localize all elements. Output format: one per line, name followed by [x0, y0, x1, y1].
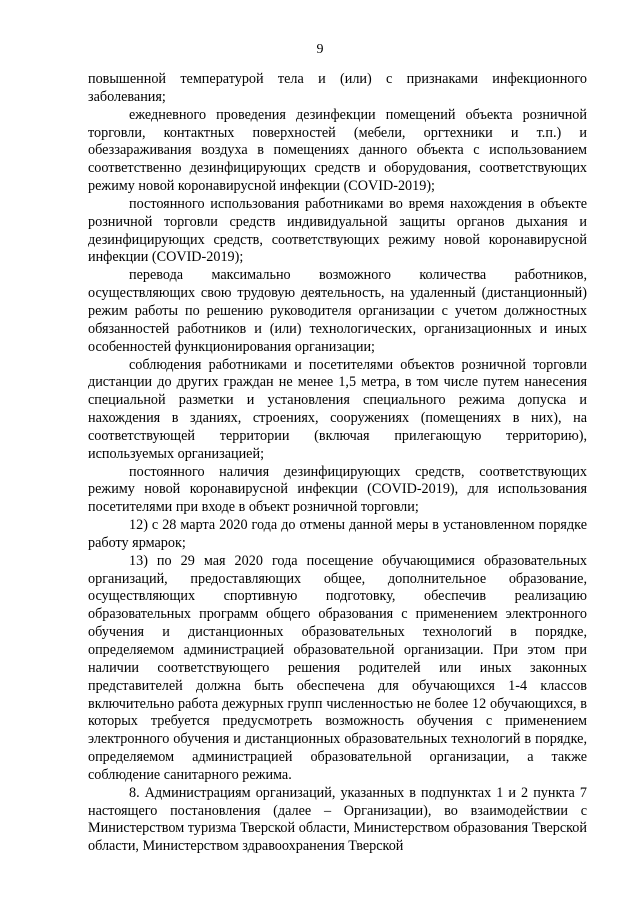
paragraph-ppe: постоянного использования работниками во время нахождения в объекте розничной торговли средств индивидуальной защиты органов дыхания и дезинфицирующих средств, соответствующих режиму новой коронавирусной инфекции (COVID-2019);: [88, 195, 587, 266]
paragraph-sanitizers: постоянного наличия дезинфицирующих средств, соответствующих режиму новой коронавирусной инфекции (COVID-2019), для использования посетителями при входе в объект розничной торговли;: [88, 463, 587, 516]
paragraph-section-8: 8. Администрациям организаций, указанных в подпунктах 1 и 2 пункта 7 настоящего постановления (далее – Организации), во взаимодействии с Министерством туризма Тверской области, Министерством образования Тверской области, Министерством здравоохранения Тверской: [88, 784, 587, 855]
paragraph-item-13: 13) по 29 мая 2020 года посещение обучающимися образовательных организаций, предоставляющих общее, дополнительное образование, осуществляющих спортивную подготовку, обеспечив реализацию образовательных программ общего образования с применением электронного обучения и дистанционных образовательных технологий в порядке, определяемом администрацией образовательной организации. При этом при наличии соответствующего решения родителей или иных законных представителей должна быть обеспечена для обучающихся 1-4 классов включительно работа дежурных групп численностью не более 12 обучающихся, в которых требуется предусмотреть возможность обучения с применением электронного обучения и дистанционных образовательных технологий в порядке, определяемом администрацией образовательной организации, а также соблюдение санитарного режима.: [88, 552, 587, 783]
paragraph-disinfection: ежедневного проведения дезинфекции помещений объекта розничной торговли, контактных поверхностей (мебели, оргтехники и т.п.) и обеззараживания воздуха в помещениях данного объекта с использованием соответственно дезинфицирующих средств и оборудования, соответствующих режиму новой коронавирусной инфекции (COVID-2019);: [88, 106, 587, 195]
page-number: 9: [316, 42, 324, 57]
paragraph-item-12: 12) с 28 марта 2020 года до отмены данной меры в установленном порядке работу ярмарок;: [88, 517, 587, 551]
paragraph-distancing: соблюдения работниками и посетителями объектов розничной торговли дистанции до других граждан не менее 1,5 метра, в том числе путем нанесения специальной разметки и установления специального режима допуска и нахождения в зданиях, строениях, сооружениях (помещениях в них), на соответствующей территории (включая прилегающую территорию), используемых организацией;: [88, 356, 587, 462]
paragraph-continuation: повышенной температурой тела и (или) с признаками инфекционного заболевания;: [88, 71, 587, 105]
paragraph-remote-work: перевода максимально возможного количества работников, осуществляющих свою трудовую деятельность, на удаленный (дистанционный) режим работы по решению руководителя организации с учетом должностных обязанностей работников и (или) технологических, организационных и иных особенностей функционирования организации;: [88, 267, 587, 355]
document-body: [88, 71, 587, 856]
